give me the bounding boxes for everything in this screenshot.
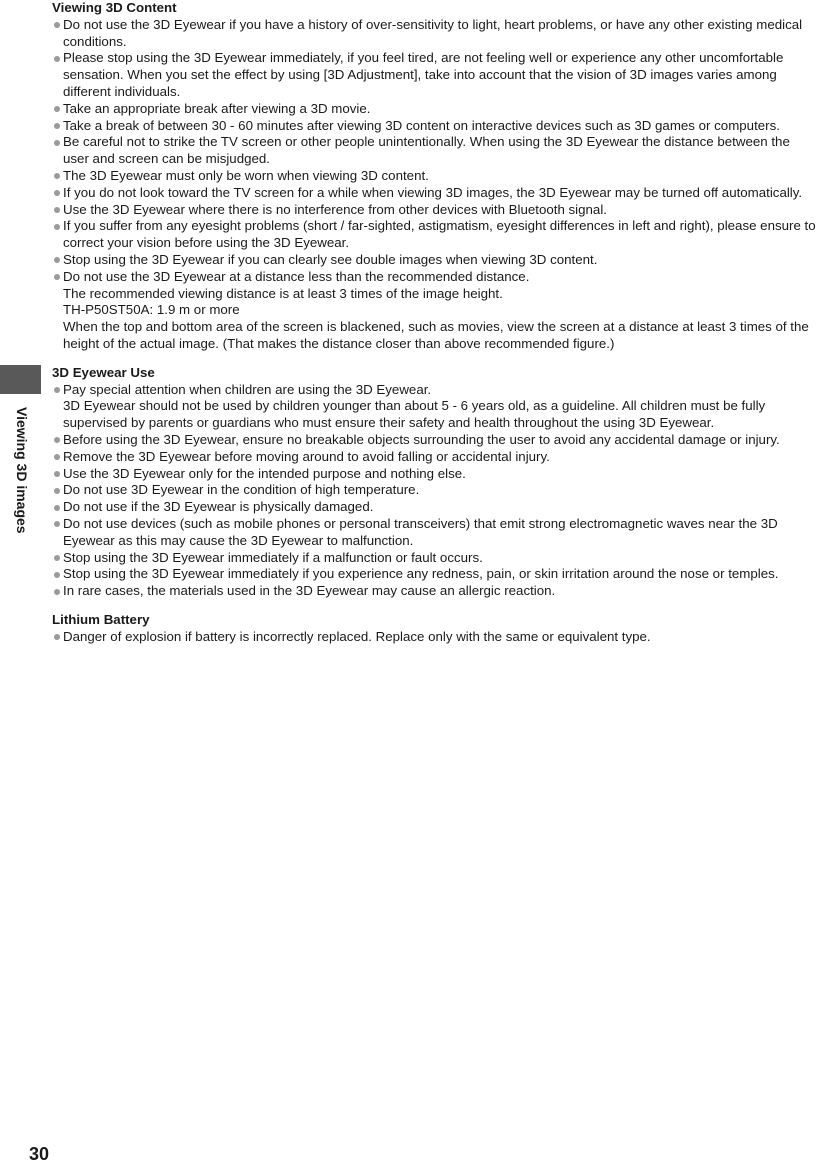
list-item (52, 202, 816, 219)
item-text: Take a break of between 30 - 60 minutes after viewing 3D content on interactive devices such as 3D games or computers. (63, 117, 780, 133)
item-text: Do not use 3D Eyewear in the condition of high temperature. (63, 482, 420, 498)
item-text: Stop using the 3D Eyewear if you can clearly see double images when viewing 3D content. (63, 251, 598, 267)
item-text: Do not use the 3D Eyewear at a distance less than the recommended distance. (63, 268, 530, 284)
item-note: The recommended viewing distance is at least 3 times of the image height. (63, 285, 503, 301)
item-text: If you suffer from any eyesight problems (short / far-sighted, astigmatism, eyesight differences in left and right), please ensure to correct your vision before using the 3D Eyewear. (63, 218, 816, 251)
bullet-icon (54, 521, 60, 527)
bullet-icon (54, 22, 60, 28)
bullet-list (52, 17, 816, 353)
bullet-list (52, 382, 816, 600)
side-tab-marker (0, 365, 41, 394)
list-item (52, 101, 816, 118)
section (52, 0, 816, 353)
list-item (52, 432, 816, 449)
bullet-icon (54, 572, 60, 578)
side-tab-label: Viewing 3D images (14, 407, 30, 534)
item-text: Do not use devices (such as mobile phones or personal transceivers) that emit strong electromagnetic waves near the 3D Eyewear as this may cause the 3D Eyewear to malfunction. (63, 515, 778, 548)
bullet-icon (54, 589, 60, 595)
bullet-icon (54, 123, 60, 129)
bullet-icon (54, 140, 60, 146)
item-note: TH-P50ST50A: 1.9 m or more (63, 302, 240, 318)
list-item (52, 550, 816, 567)
item-text: Please stop using the 3D Eyewear immediately, if you feel tired, are not feeling well or experience any other uncomfortable sensation. When you set the effect by using [3D Adjustment], take into account that the vision of 3D images varies among different individuals. (63, 50, 784, 99)
item-text: Be careful not to strike the TV screen or other people unintentionally. When using the 3D Eyewear the distance between the user and screen can be misjudged. (63, 134, 790, 167)
section-heading: 3D Eyewear Use (52, 364, 155, 380)
bullet-icon (54, 387, 60, 393)
item-text: Before using the 3D Eyewear, ensure no breakable objects surrounding the user to avoid any accidental damage or injury. (63, 431, 780, 447)
list-item (52, 185, 816, 202)
list-item (52, 583, 816, 600)
item-note: 3D Eyewear should not be used by children younger than about 5 - 6 years old, as a guideline. All children must be fully supervised by parents or guardians who must ensure their safety and health throughout the using 3D Eyewear. (63, 398, 766, 431)
list-item (52, 269, 816, 353)
bullet-list (52, 629, 816, 646)
section-heading: Lithium Battery (52, 611, 150, 627)
bullet-icon (54, 190, 60, 196)
item-text: Stop using the 3D Eyewear immediately if a malfunction or fault occurs. (63, 549, 483, 565)
bullet-icon (54, 471, 60, 477)
item-text: Use the 3D Eyewear only for the intended purpose and nothing else. (63, 465, 466, 481)
list-item (52, 168, 816, 185)
item-text: Remove the 3D Eyewear before moving around to avoid falling or accidental injury. (63, 448, 550, 464)
list-item (52, 252, 816, 269)
item-text: If you do not look toward the TV screen for a while when viewing 3D images, the 3D Eyewear may be turned off automatically. (63, 184, 803, 200)
list-item (52, 382, 816, 432)
item-text: Danger of explosion if battery is incorrectly replaced. Replace only with the same or equivalent type. (63, 628, 651, 644)
list-item (52, 629, 816, 646)
item-text: The 3D Eyewear must only be worn when viewing 3D content. (63, 167, 429, 183)
item-text: In rare cases, the materials used in the 3D Eyewear may cause an allergic reaction. (63, 583, 556, 599)
bullet-icon (54, 207, 60, 213)
bullet-icon (54, 505, 60, 511)
bullet-icon (54, 437, 60, 443)
list-item (52, 516, 816, 550)
item-text: Take an appropriate break after viewing a 3D movie. (63, 100, 371, 116)
bullet-icon (54, 257, 60, 263)
document-body (52, 0, 816, 657)
item-text: Pay special attention when children are using the 3D Eyewear. (63, 381, 432, 397)
bullet-icon (54, 224, 60, 230)
item-text: Use the 3D Eyewear where there is no interference from other devices with Bluetooth signal. (63, 201, 607, 217)
bullet-icon (54, 173, 60, 179)
list-item (52, 118, 816, 135)
list-item (52, 449, 816, 466)
list-item (52, 134, 816, 168)
item-text: Do not use the 3D Eyewear if you have a history of over-sensitivity to light, heart problems, or have any other existing medical conditions. (63, 16, 803, 49)
list-item (52, 50, 816, 100)
list-item (52, 466, 816, 483)
bullet-icon (54, 56, 60, 62)
list-item (52, 499, 816, 516)
list-item (52, 482, 816, 499)
bullet-icon (54, 106, 60, 112)
list-item (52, 566, 816, 583)
page-number: 30 (29, 1144, 50, 1164)
bullet-icon (54, 634, 60, 640)
list-item (52, 218, 816, 252)
section (52, 365, 816, 600)
section (52, 612, 816, 646)
bullet-icon (54, 555, 60, 561)
item-text: Stop using the 3D Eyewear immediately if you experience any redness, pain, or skin irritation around the nose or temples. (63, 566, 779, 582)
item-note: When the top and bottom area of the screen is blackened, such as movies, view the screen at a distance at least 3 times of the height of the actual image. (That makes the distance closer than above recommended figure.) (63, 319, 809, 351)
item-text: Do not use if the 3D Eyewear is physically damaged. (63, 499, 374, 515)
list-item (52, 17, 816, 51)
section-heading: Viewing 3D Content (52, 0, 177, 15)
bullet-icon (54, 454, 60, 460)
bullet-icon (54, 488, 60, 494)
bullet-icon (54, 274, 60, 280)
